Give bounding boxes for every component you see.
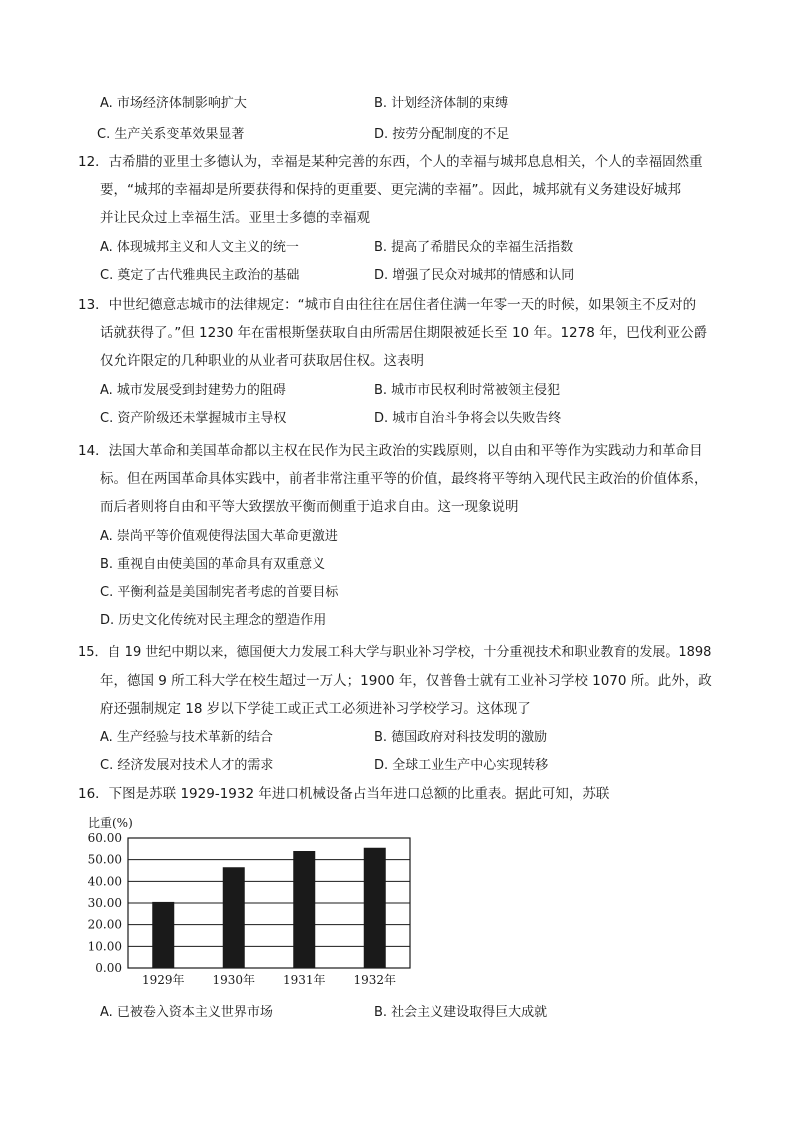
q15-stem-line-2: 年，德国 9 所工科大学在校生超过一万人；1900 年，仅普鲁士就有工业补习学校 1070 所。此外，政 <box>100 673 712 689</box>
q13-stem-line-3: 仅允许限定的几种职业的从业者可获取居住权。这表明 <box>100 353 424 369</box>
y-tick-label: 60.00 <box>88 831 122 845</box>
x-tick-label: 1930年 <box>212 973 256 987</box>
q12-stem-line-2: 要，“城邦的幸福却是所要获得和保持的更重要、更完满的幸福”。因此，城邦就有义务建设好城邦 <box>100 182 681 198</box>
y-tick-label: 50.00 <box>88 852 122 867</box>
import-share-chart <box>88 814 418 994</box>
y-tick-label: 30.00 <box>88 896 122 910</box>
q11-option-d: D. 按劳分配制度的不足 <box>374 127 510 142</box>
q13-stem-line-2: 话就获得了。”但 1230 年在雷根斯堡获取自由所需居住期限被延长至 10 年。1278 年，巴伐利亚公爵 <box>100 325 708 341</box>
q16-option-b: B. 社会主义建设取得巨大成就 <box>374 1005 548 1020</box>
x-tick-label: 1929年 <box>141 973 185 987</box>
bar-chart-svg <box>88 814 418 994</box>
q15-option-d: D. 全球工业生产中心实现转移 <box>374 758 549 773</box>
q13-option-b: B. 城市市民权利时常被领主侵犯 <box>374 383 561 398</box>
y-tick-label: 0.00 <box>95 961 122 975</box>
q12-option-c: C. 奠定了古代雅典民主政治的基础 <box>100 268 300 283</box>
q12-option-b: B. 提高了希腊民众的幸福生活指数 <box>374 240 574 255</box>
y-axis-label: 比重(%) <box>88 816 133 830</box>
q13-option-c: C. 资产阶级还未掌握城市主导权 <box>100 411 287 426</box>
q14-stem-line-1: 14．法国大革命和美国革命都以主权在民作为民主政治的实践原则，以自由和平等作为实践动力和革命目 <box>78 443 703 459</box>
q15-option-c: C. 经济发展对技术人才的需求 <box>100 758 274 773</box>
q11-option-a: A. 市场经济体制影响扩大 <box>100 96 247 111</box>
bar-1929年 <box>152 902 174 968</box>
bar-1931年 <box>293 851 315 968</box>
q12-option-a: A. 体现城邦主义和人文主义的统一 <box>100 240 299 255</box>
q15-stem-line-3: 府还强制规定 18 岁以下学徒工或正式工必须进补习学校学习。这体现了 <box>100 701 531 717</box>
y-tick-label: 10.00 <box>88 939 122 954</box>
q11-option-b: B. 计划经济体制的束缚 <box>374 96 509 111</box>
q16-stem: 16．下图是苏联 1929-1932 年进口机械设备占当年进口总额的比重表。据此可知，苏联 <box>78 786 610 802</box>
y-tick-label: 40.00 <box>88 874 122 889</box>
q14-option-d: D. 历史文化传统对民主理念的塑造作用 <box>100 613 327 628</box>
x-tick-labels <box>142 972 396 987</box>
q14-option-c: C. 平衡利益是美国制宪者考虑的首要目标 <box>100 585 339 600</box>
y-tick-labels <box>88 831 122 975</box>
q15-stem-line-1: 15．自 19 世纪中期以来，德国便大力发展工科大学与职业补习学校，十分重视技术和职业教育的发展。1898 <box>78 645 712 660</box>
q12-stem-line-1: 12．古希腊的亚里士多德认为，幸福是某种完善的东西，个人的幸福与城邦息息相关，个人的幸福固然重 <box>78 154 703 170</box>
bar-1930年 <box>223 867 245 968</box>
q16-option-a: A. 已被卷入资本主义世界市场 <box>100 1005 273 1020</box>
q15-option-a: A. 生产经验与技术革新的结合 <box>100 730 273 745</box>
bars <box>152 848 386 968</box>
q13-stem-line-1: 13．中世纪德意志城市的法律规定：“城市自由往往在居住者住满一年零一天的时候，如果领主不反对的 <box>78 297 697 313</box>
q11-option-c: C. 生产关系变革效果显著 <box>97 127 245 142</box>
bar-1932年 <box>364 848 386 968</box>
q12-stem-line-3: 并让民众过上幸福生活。亚里士多德的幸福观 <box>100 210 370 226</box>
y-tick-label: 20.00 <box>88 917 122 932</box>
q14-stem-line-3: 而后者则将自由和平等大致摆放平衡而侧重于追求自由。这一现象说明 <box>100 499 519 515</box>
q15-option-b: B. 德国政府对科技发明的激励 <box>374 730 548 745</box>
x-tick-label: 1932年 <box>353 973 397 987</box>
q14-option-b: B. 重视自由使美国的革命具有双重意义 <box>100 557 326 572</box>
q13-option-d: D. 城市自治斗争将会以失败告终 <box>374 411 562 426</box>
q13-option-a: A. 城市发展受到封建势力的阻碍 <box>100 383 286 398</box>
q14-stem-line-2: 标。但在两国革命具体实践中，前者非常注重平等的价值，最终将平等纳入现代民主政治的价值体系， <box>100 471 708 487</box>
q12-option-d: D. 增强了民众对城邦的情感和认同 <box>374 268 575 283</box>
q14-option-a: A. 崇尚平等价值观使得法国大革命更激进 <box>100 529 338 544</box>
x-tick-label: 1931年 <box>282 973 326 987</box>
